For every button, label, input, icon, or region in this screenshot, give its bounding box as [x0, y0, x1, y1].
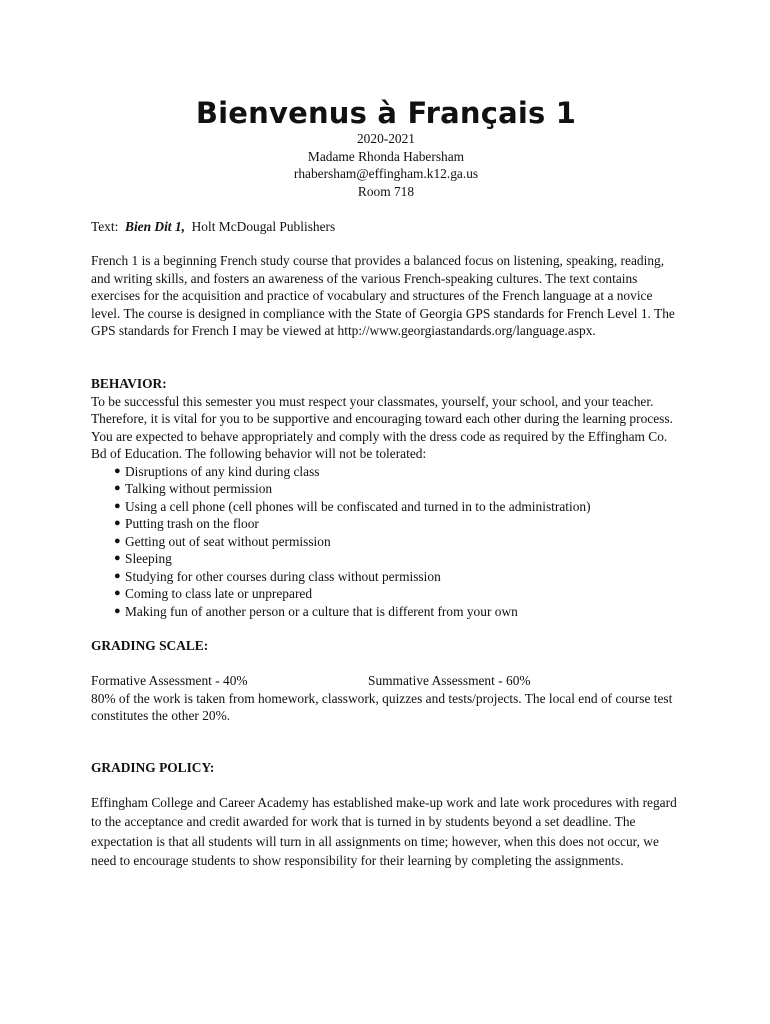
grading-scale-note: 80% of the work is taken from homework, classwork, quizzes and tests/projects. The local end of course test constitutes the other 20%.	[91, 690, 673, 723]
grading-policy-section	[91, 759, 681, 871]
textbook-label: Text:	[91, 219, 119, 234]
behavior-item-text: Talking without permission	[125, 481, 273, 496]
room-number: Room 718	[357, 183, 415, 199]
assessment-weights	[91, 672, 681, 690]
textbook-publisher: Holt McDougal Publishers	[191, 219, 336, 234]
bullet-icon: ●	[114, 569, 121, 582]
bullet-icon: ●	[114, 604, 121, 617]
behavior-item-text: Coming to class late or unprepared	[125, 586, 313, 601]
bullet-icon: ●	[114, 517, 121, 529]
behavior-list-item	[114, 515, 681, 533]
behavior-heading: BEHAVIOR:	[91, 376, 167, 391]
bullet-icon: ●	[114, 482, 121, 494]
behavior-list-item	[114, 550, 681, 568]
behavior-list	[91, 463, 681, 621]
grading-policy-heading: GRADING POLICY:	[91, 760, 215, 775]
grading-scale-section	[91, 637, 681, 725]
behavior-list-item	[114, 463, 681, 481]
behavior-list-item	[114, 480, 681, 498]
textbook-line	[91, 218, 681, 236]
behavior-list-item	[114, 533, 681, 551]
behavior-item-text: Getting out of seat without permission	[125, 533, 331, 549]
behavior-section	[91, 375, 681, 620]
page-title: Bienvenus à Français 1	[195, 96, 577, 130]
grading-policy-paragraph: Effingham College and Career Academy has established make-up work and late work procedures with regard to the acceptance and credit awarded for work that is turned in by students beyond a set deadline. The expectation is that all students will turn in all assignments on time; however, when this does not occur, we need to encourage students to show responsibility for their learning by completing the assignments.	[91, 794, 677, 868]
teacher-name: Madame Rhonda Habersham	[307, 148, 465, 164]
behavior-list-item	[114, 585, 681, 603]
bullet-icon: ●	[114, 552, 121, 564]
behavior-item-text: Studying for other courses during class without permission	[125, 568, 441, 584]
behavior-item-text: Disruptions of any kind during class	[125, 463, 320, 479]
behavior-item-text: Making fun of another person or a culture that is different from your own	[125, 603, 518, 619]
behavior-list-item	[114, 568, 681, 586]
summative-weight: Summative Assessment - 60%	[368, 673, 531, 688]
behavior-item-text: Sleeping	[125, 551, 172, 566]
behavior-list-item	[114, 603, 681, 621]
behavior-item-text: Putting trash on the floor	[125, 516, 259, 531]
textbook-title: Bien Dit 1,	[125, 219, 185, 234]
intro-paragraph: French 1 is a beginning French study course that provides a balanced focus on listening, speaking, reading, and writing skills, and fosters an awareness of the various French-speaking cultures. The text contains exercises for the acquisition and practice of vocabulary and structures of the French language at a novice level. The course is designed in compliance with the State of Georgia GPS standards for French Level 1. The GPS standards for French I may be viewed at http://www.georgiastandards.org/language.aspx.	[91, 253, 675, 338]
bullet-icon: ●	[114, 534, 121, 547]
behavior-item-text: Using a cell phone (cell phones will be confiscated and turned in to the administration)	[125, 498, 591, 514]
bullet-icon: ●	[114, 499, 121, 512]
course-header	[91, 130, 681, 200]
grading-scale-heading: GRADING SCALE:	[91, 638, 209, 653]
behavior-paragraph: To be successful this semester you must respect your classmates, yourself, your school, and your teacher. Therefore, it is vital for you to be supportive and encouraging toward each other during the learning process. You are expected to behave appropriately and comply with the dress code as required by the Effingham Co. Bd of Education. The following behavior will not be tolerated:	[91, 393, 673, 461]
bullet-icon: ●	[114, 464, 121, 477]
bullet-icon: ●	[114, 587, 121, 599]
formative-weight: Formative Assessment - 40%	[91, 673, 248, 688]
course-intro	[91, 252, 681, 340]
school-year: 2020-2021	[356, 131, 416, 146]
behavior-list-item	[114, 498, 681, 516]
teacher-email: rhabersham@effingham.k12.ga.us	[293, 166, 479, 181]
